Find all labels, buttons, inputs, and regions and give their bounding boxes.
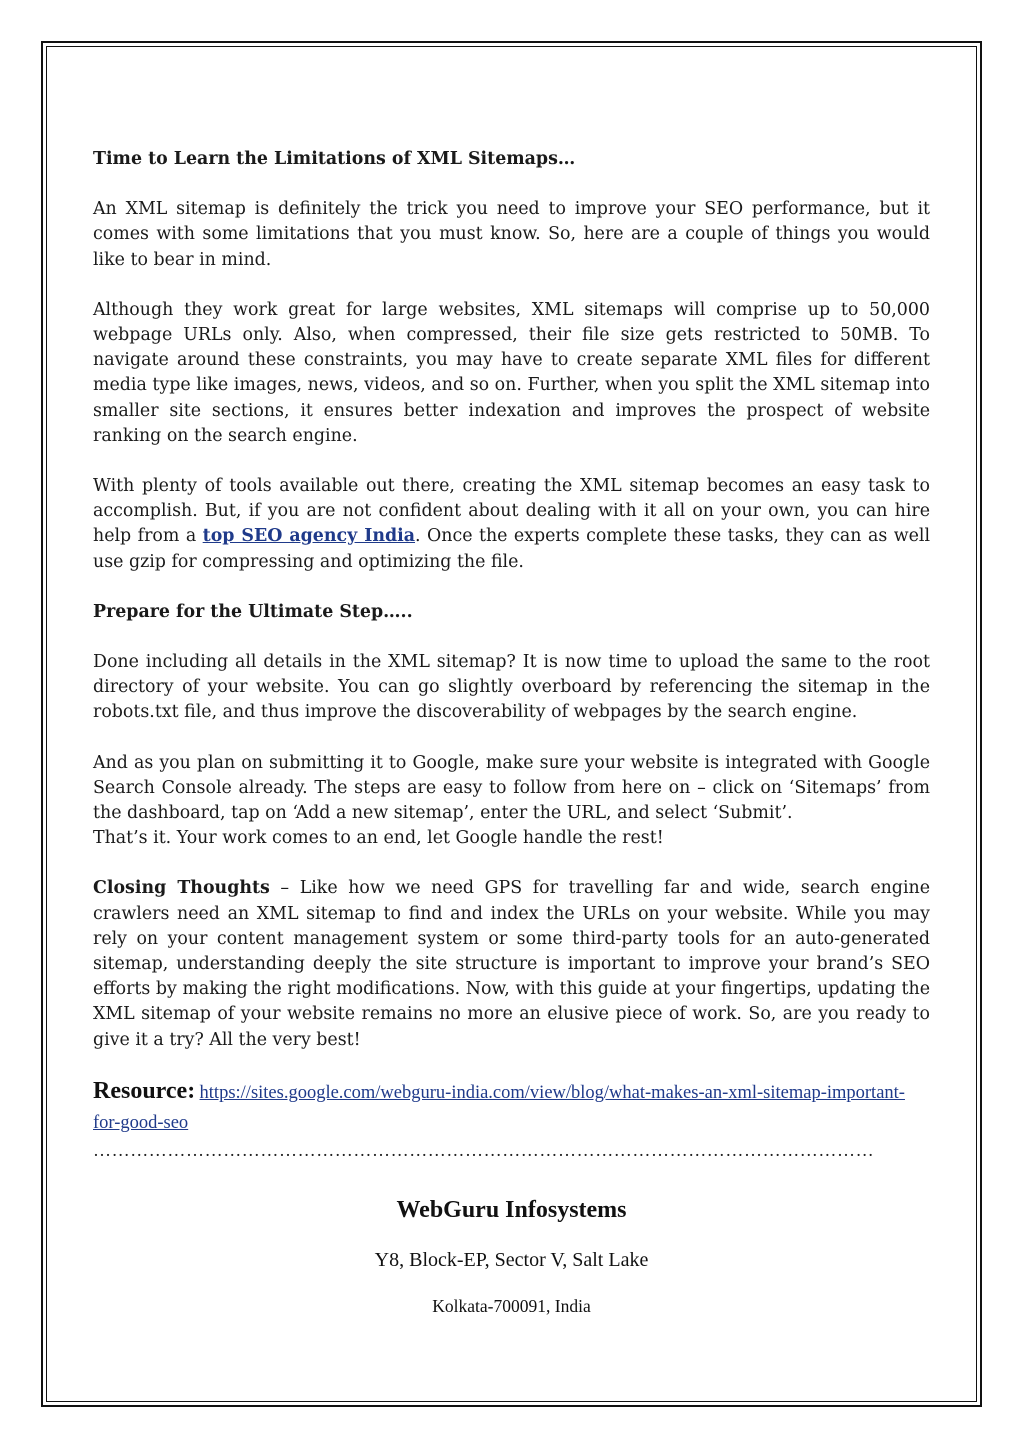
- seo-agency-link[interactable]: top SEO agency India: [202, 526, 416, 547]
- address-line-2: Kolkata-700091, India: [432, 1296, 591, 1316]
- resource-block: [93, 1078, 930, 1138]
- article-body: [93, 147, 930, 1162]
- closing-text: – Like how we need GPS for travelling far and wide, search engine crawlers need an XML sitemap to find and index the URLs on your website. While you may rely on your content management system or some third-party tools for an auto-generated sitemap, understanding deeply the site structure is important to improve your brand’s SEO efforts by making the right modifications. Now, with this guide at your fingertips, updating the XML sitemap of your website remains no more an elusive piece of work. So, are you ready to give it a try? All the very best!: [93, 878, 930, 1050]
- paragraph-tools-text-a: With plenty of tools available out there, creating the XML sitemap becomes an easy task to accomplish. But, if you are not confident about dealing with it all on your own, you can hire help from a: [93, 476, 930, 547]
- ultimate-step-heading: Prepare for the Ultimate Step…..: [93, 601, 413, 622]
- paragraph-closing: [93, 876, 930, 1052]
- closing-label: Closing Thoughts: [93, 878, 270, 899]
- paragraph-tools: [93, 474, 930, 575]
- address-line-1: Y8, Block-EP, Sector V, Salt Lake: [374, 1249, 649, 1271]
- company-name: WebGuru Infosystems: [396, 1197, 627, 1223]
- paragraph-google: And as you plan on submitting it to Google, make sure your website is integrated with Google Search Console already. The steps are easy to follow from here on – click on ‘Sitemaps’ from the dashboard, tap on ‘Add a new sitemap’, enter the URL, and select ‘Submit’.: [93, 752, 930, 824]
- resource-label: Resource:: [93, 1077, 196, 1104]
- paragraph-upload: Done including all details in the XML sitemap? It is now time to upload the same to the root directory of your website. You can go slightly overboard by referencing the sitemap in the robots.txt file, and thus improve the discoverability of webpages by the search engine.: [93, 652, 930, 723]
- paragraph-end: That’s it. Your work comes to an end, let Google handle the rest!: [93, 828, 664, 849]
- paragraph-intro: An XML sitemap is definitely the trick you need to improve your SEO performance, but it comes with some limitations that you must know. So, here are a couple of things you would like to bear in mind.: [93, 199, 930, 270]
- paragraph-tools-text-b: . Once the experts complete these tasks, they can as well use gzip for compressing and optimizing the file.: [93, 526, 931, 572]
- resource-link[interactable]: https://sites.google.com/webguru-india.com/view/blog/what-makes-an-xml-sitemap-important-for-good-seo: [93, 1082, 905, 1133]
- paragraph-limits: Although they work great for large websites, XML sitemaps will comprise up to 50,000 webpage URLs only. Also, when compressed, their file size gets restricted to 50MB. To navigate around these constraints, you may have to create separate XML files for different media type like images, news, videos, and so on. Further, when you split the XML sitemap into smaller site sections, it ensures better indexation and improves the prospect of website ranking on the search engine.: [93, 299, 930, 446]
- dotted-separator: ………………………………………………………………………………………………………………: [93, 1139, 875, 1160]
- limitations-heading: Time to Learn the Limitations of XML Sitemaps…: [93, 149, 576, 169]
